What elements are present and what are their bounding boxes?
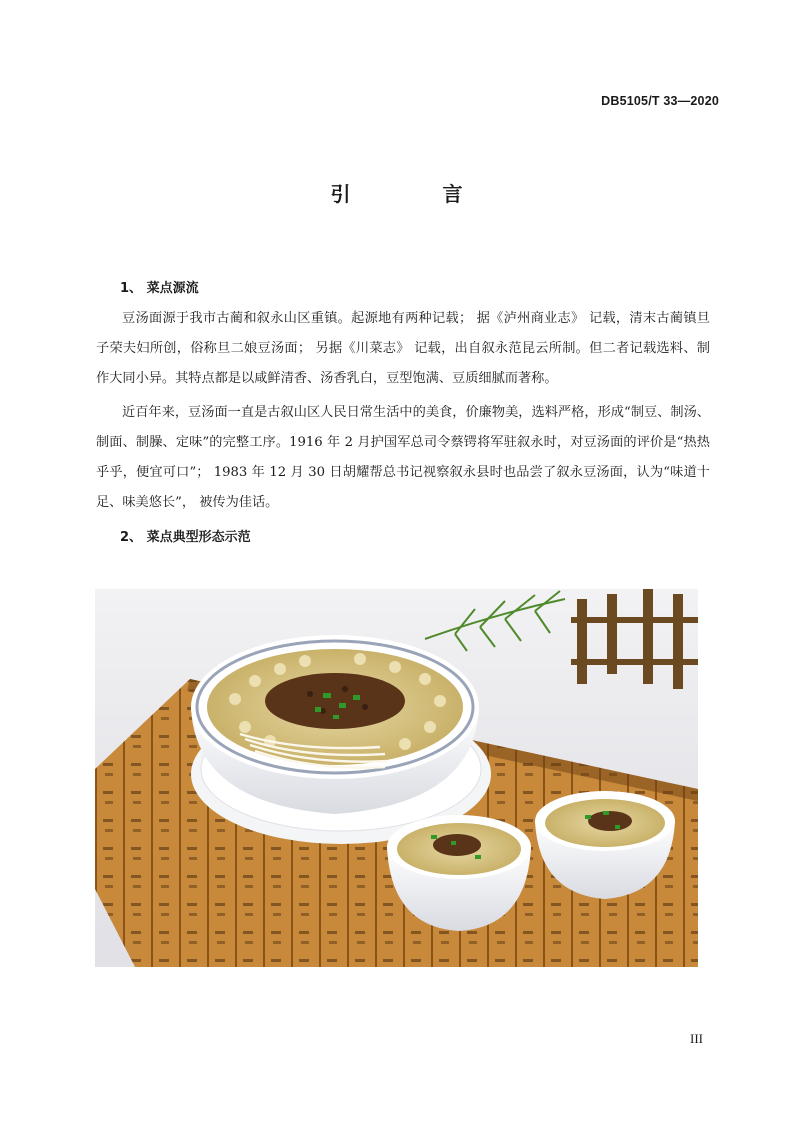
- page-title: 引 言: [330, 182, 499, 206]
- dish-photo: [95, 589, 698, 967]
- page-number: III: [690, 1031, 703, 1046]
- paragraph-origin: 豆汤面源于我市古蔺和叙永山区重镇。起源地有两种记载； 据《泸州商业志》 记载，清末古蔺镇旦子荣夫妇所创，俗称旦二娘豆汤面； 另据《川菜志》 记载，出自叙永范昆云所制。但二者记载选料、制作大同小异。其特点都是以咸鲜清香、汤香乳白，豆型饱满、豆质细腻而著称。: [96, 311, 710, 386]
- section-heading-origin: 1、 菜点源流: [120, 281, 199, 296]
- section-heading-typical-form: 2、 菜点典型形态示范: [120, 530, 251, 545]
- paragraph-history: 近百年来，豆汤面一直是古叙山区人民日常生活中的美食，价廉物美，选料严格，形成“制豆、制汤、制面、制臊、定味”的完整工序。1916 年 2 月护国军总司令蔡锷将军驻叙永时，对豆汤面的评价是“热热乎乎，便宜可口”； 1983 年 12 月 30 日胡耀帮总书记视察叙永县时也品尝了叙永豆汤面，认为“味道十足、味美悠长”， 被传为佳话。: [96, 405, 710, 510]
- document-code: DB5105/T 33—2020: [601, 94, 719, 108]
